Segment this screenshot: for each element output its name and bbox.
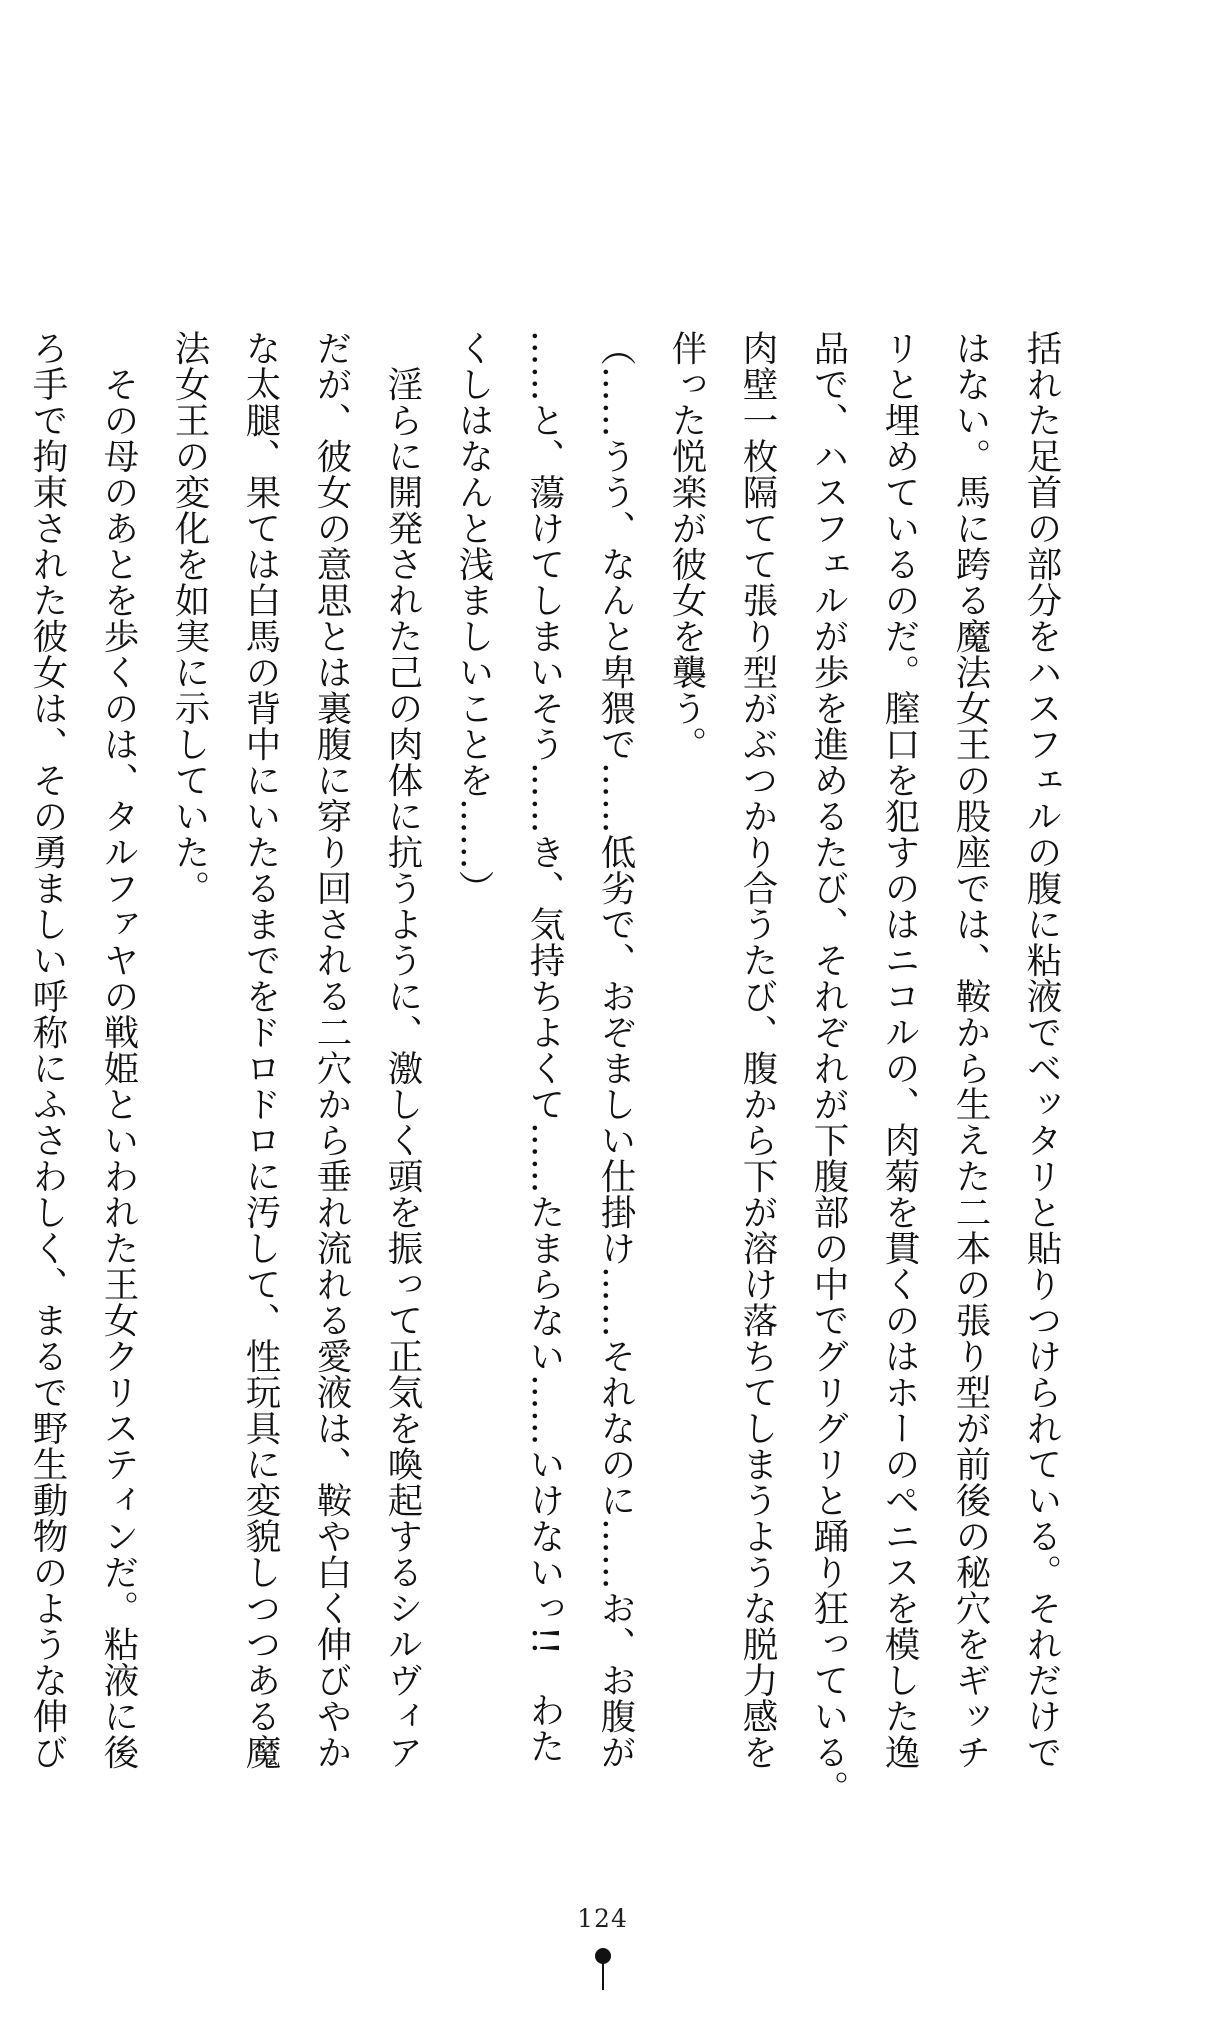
text-line [0,330,12,1890]
text-line: リと埋めているのだ。膣口を犯すのはニコルの、肉菊を貫くのはホーのペニスを模した逸 [879,330,920,1770]
text-line: くしはなんと浅ましいことを……） [453,330,494,906]
text-line: 括れた足首の部分をハスフェルの腹に粘液でベッタリと貼りつけられている。それだけで [1021,330,1062,1770]
text-line: だが、彼女の意思とは裏腹に穿り回される二穴から垂れ流れる愛液は、鞍や白く伸びやか [311,330,352,1770]
text-line: その母のあとを歩くのは、タルファヤの戦姫といわれた王女クリスティンだ。粘液に後 [98,330,139,1770]
text-line: な太腿、果ては白馬の背中にいたるまでをドロドロに汚して、性玩具に変貌しつつある魔 [240,330,281,1770]
page-marker-stem [602,1960,604,1990]
vertical-text-body [0,330,1077,1890]
text-line: 品で、ハスフェルが歩を進めるたび、それぞれが下腹部の中でグリグリと踊り狂っている。 [808,330,849,1806]
text-line: 伴った悦楽が彼女を襲う。 [666,330,707,762]
text-line: ……と、蕩けてしまいそう……き、気持ちよくて……たまらない……いけないっ!! わた [524,330,565,1764]
text-line: ろ手で拘束された彼女は、その勇ましい呼称にふさわしく、まるで野生動物のような伸び [27,330,68,1770]
text-line: はない。馬に跨る魔法女王の股座では、鞍から生えた二本の張り型が前後の秘穴をギッチ [950,330,991,1770]
text-line: 肉壁一枚隔てて張り型がぶつかり合うたび、腹から下が溶け落ちてしまうような脱力感を [737,330,778,1770]
page-number: 124 [577,1904,628,1933]
text-line: 法女王の変化を如実に示していた。 [169,330,210,906]
text-line: （……うう、なんと卑猥で……低劣で、おぞましい仕掛け……それなのに……お、お腹が [595,330,636,1770]
text-line: 淫らに開発された己の肉体に抗うように、激しく頭を振って正気を喚起するシルヴィア [382,330,423,1770]
